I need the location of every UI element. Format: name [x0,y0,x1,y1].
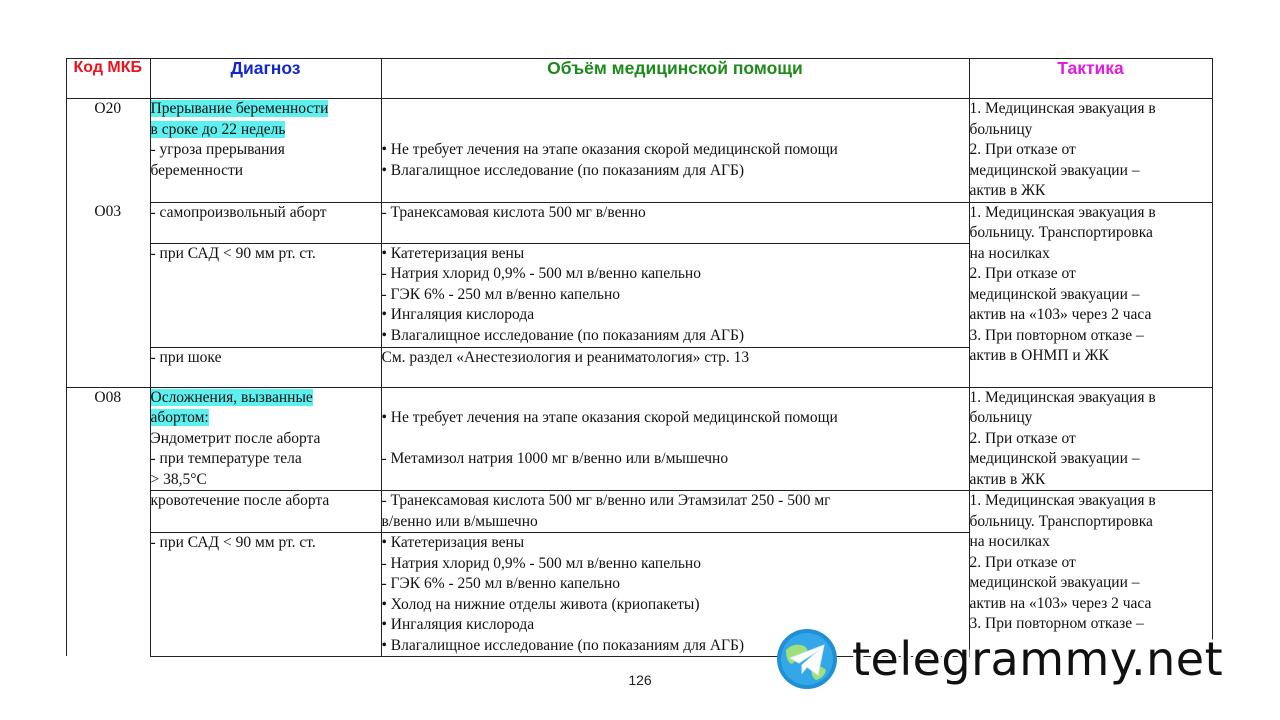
text-line: медицинской эвакуации – [969,285,1140,303]
text-line: 1. Медицинская эвакуация в [969,492,1156,509]
tactics-cell [969,202,1212,387]
medical-care-table [66,58,1212,656]
text-line: больницу [969,409,1033,426]
text-line: больницу. Транспортировка [969,224,1153,241]
text-line: - Транексамовая кислота 500 мг в/венно [381,203,646,221]
telegram-globe-icon [776,628,838,690]
text-line: кровотечение после аборта [150,492,330,509]
table-row [66,99,1212,203]
text-line: • Влагалищное исследование (по показаниям для АГБ) [381,161,745,179]
text-line: - при САД < 90 мм рт. ст. [150,534,316,551]
text-line: 2. При отказе от [969,429,1076,447]
text-line: больницу. Транспортировка [969,512,1153,530]
care-volume-cell [381,491,969,533]
text-line: См. раздел «Анестезиология и реаниматология» стр. 13 [381,348,750,366]
text-line: больницу [969,120,1033,138]
table-row [66,202,1212,243]
text-line: 2. При отказе от [969,141,1076,158]
care-volume-cell [381,202,969,243]
text-line: • Влагалищное исследование (по показаниям для АГБ) [381,326,745,344]
highlighted-diagnosis: Осложнения, вызванные [150,388,313,406]
watermark-text: telegrammy.net [852,632,1224,686]
table-row [66,491,1212,533]
text-line: - при шоке [150,348,222,366]
text-line: 2. При отказе от [969,553,1076,571]
text-line: на носилках [969,244,1050,262]
text-line: - ГЭК 6% - 250 мл в/венно капельно [381,285,621,303]
text-line: - Натрия хлорид 0,9% - 500 мл в/венно капельно [381,554,701,572]
text-line: 2. При отказе от [969,265,1076,282]
text-line: • Ингаляция кислорода [381,616,535,633]
text-line: актив в ЖК [969,470,1046,488]
header-care-volume: Объём медицинской помощи [381,58,969,99]
text-line: 3. При повторном отказе – [969,326,1144,344]
text-line: 3. При повторном отказе – [969,615,1144,632]
text-line: • Не требует лечения на этапе оказания скорой медицинской помощи [381,141,838,158]
text-line: беременности [150,161,244,179]
diagnosis-cell [150,387,381,491]
text-line: - Натрия хлорид 0,9% - 500 мл в/венно капельно [381,265,701,282]
text-line: • Ингаляция кислорода [381,306,535,323]
text-line: на носилках [969,533,1050,550]
page-number: 126 [628,672,652,688]
table [66,58,1213,657]
diagnosis-cell [150,99,381,203]
text-line: - при температуре тела [150,450,302,467]
text-line: 1. Медицинская эвакуация в [969,203,1156,221]
text-line: - ГЭК 6% - 250 мл в/венно капельно [381,575,621,592]
text-line: - угроза прерывания [150,141,285,158]
highlighted-diagnosis: в сроке до 22 недель [150,120,286,138]
text-line: • Влагалищное исследование (по показаниям для АГБ) [381,636,745,654]
text-line: 1. Медицинская эвакуация в [969,100,1156,117]
text-line: - Метамизол натрия 1000 мг в/венно или в/мышечно [381,450,729,467]
text-line: актив в ЖК [969,182,1046,199]
care-volume-cell [381,243,969,347]
highlighted-diagnosis: Прерывание беременности [150,100,329,117]
icd-code-cell: О20 [94,100,122,117]
diagnosis-cell [150,491,381,533]
text-line: медицинской эвакуации – [969,574,1140,591]
text-line: медицинской эвакуации – [969,161,1140,179]
text-line: 1. Медицинская эвакуация в [969,388,1156,406]
care-volume-cell [381,99,969,203]
text-line: актив на «103» через 2 часа [969,306,1152,323]
icd-code-cell: О03 [94,203,122,220]
header-tactics: Тактика [969,58,1212,99]
tactics-cell [969,387,1212,491]
header-icd-code: Код МКБ [66,58,150,99]
diagnosis-cell [150,202,381,243]
text-line: актив в ОНМП и ЖК [969,347,1109,364]
header-diagnosis: Диагноз [150,58,381,99]
tactics-cell [969,99,1212,203]
text-line: • Не требует лечения на этапе оказания скорой медицинской помощи [381,409,838,426]
text-line: • Катетеризация вены [381,244,525,262]
text-line: медицинской эвакуации – [969,450,1140,467]
text-line: • Холод на нижние отделы живота (криопакеты) [381,595,700,613]
highlighted-diagnosis: абортом: [150,409,209,426]
diagnosis-cell [150,243,381,347]
diagnosis-cell [150,533,381,657]
table-row [66,387,1212,491]
text-line: - самопроизвольный аборт [150,203,327,221]
watermark [776,626,1223,692]
text-line: • Катетеризация вены [381,534,525,551]
table-header-row [66,58,1212,99]
diagnosis-cell [150,347,381,387]
text-line: Эндометрит после аборта [150,429,321,447]
text-line: - при САД < 90 мм рт. ст. [150,244,316,262]
text-line: - Транексамовая кислота 500 мг в/венно или Этамзилат 250 - 500 мг [381,492,831,509]
icd-code-cell: О08 [66,387,150,491]
text-line: актив на «103» через 2 часа [969,594,1152,612]
care-volume-cell [381,347,969,387]
text-line: > 38,5°С [150,470,207,488]
text-line: в/венно или в/мышечно [381,512,538,530]
care-volume-cell [381,387,969,491]
